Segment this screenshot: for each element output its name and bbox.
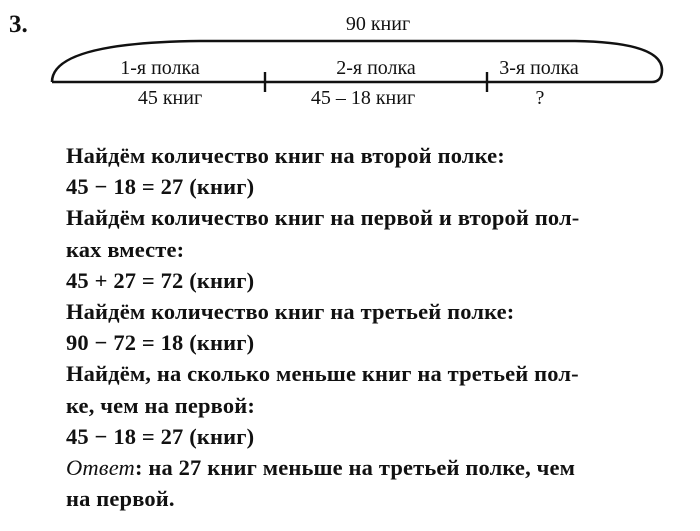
segment-diagram [0,0,700,120]
solution-line: Найдём количество книг на первой и второй пол- [66,205,580,231]
answer-line [66,452,691,483]
answer-label: Ответ [66,455,135,481]
answer-text: : на 27 книг меньше на третьей полке, чем [134,455,576,481]
shelf-3-name: 3-я полка [499,57,579,79]
solution-line: 45 + 27 = 72 (книг) [66,267,255,293]
total-label: 90 книг [345,13,411,35]
solution-line: 45 − 18 = 27 (книг) [66,174,255,200]
shelf-2-amount: 45 – 18 книг [310,87,416,109]
solution-line: ке, чем на первой: [66,392,255,418]
solution-line: Найдём, на сколько меньше книг на третьей пол- [66,361,579,387]
shelf-1-amount: 45 книг [137,87,203,109]
solution-line: ках вместе: [66,236,185,262]
shelf-3-amount: ? [535,87,545,109]
shelf-2-name: 2-я полка [336,57,416,79]
solution-line: Найдём количество книг на третьей полке: [66,299,515,325]
solution-line: Найдём количество книг на второй полке: [66,143,505,168]
task-number: 3. [9,11,28,38]
answer-line-continued: на первой. [66,486,175,512]
solution-text [66,140,691,514]
shelf-1-name: 1-я полка [120,57,200,79]
solution-line: 45 − 18 = 27 (книг) [66,423,255,449]
solution-line: 90 − 72 = 18 (книг) [66,330,255,356]
